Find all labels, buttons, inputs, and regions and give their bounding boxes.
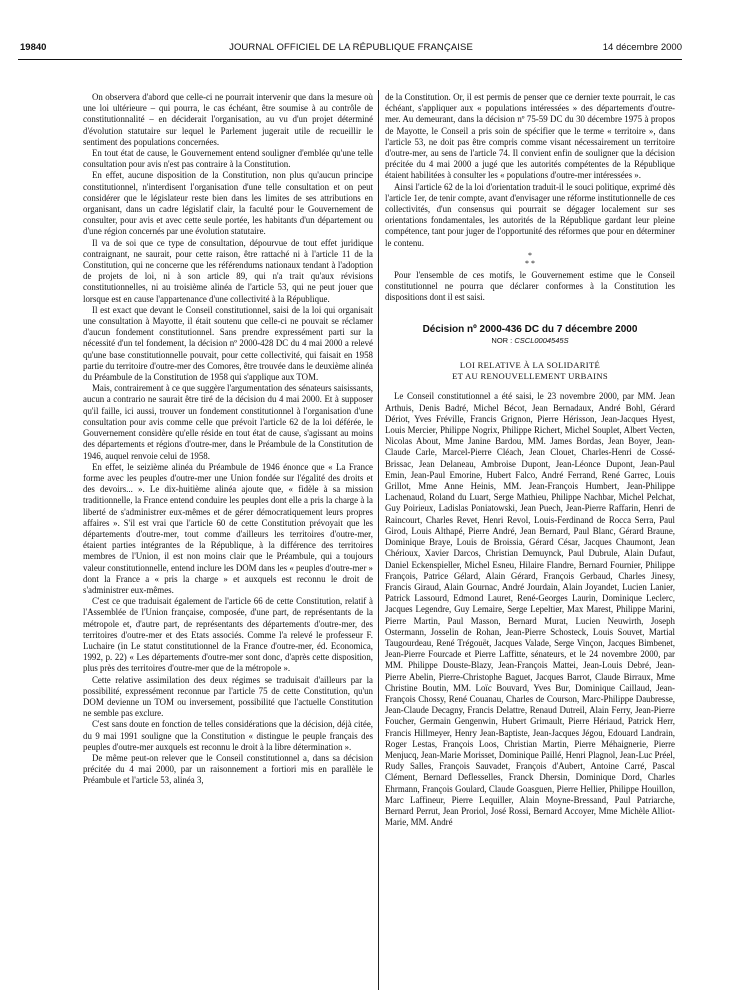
- paragraph: Il va de soi que ce type de consultation, dépourvue de tout effet juridique contraignant, ne saurait, pour cette raison, être rattaché ni à l'article 11 de la Constitution, qui ne concerne que les référendums nationaux tendant à l'adoption de projets de loi, ni à son article 89, qui n'a trait qu'aux révisions constitutionnelles, ni au troisième alinéa de l'article 53, qui ne peut jouer que lorsque est en cause l'appartenance d'une collectivité à la République.: [83, 237, 373, 304]
- nor-label: NOR :: [491, 336, 513, 346]
- decision-body: Le Conseil constitutionnel a été saisi, le 23 novembre 2000, par MM. Jean Arthuis, Denis Badré, Michel Bécot, Jean Bernadaux, André Bohl, Gérard Dériot, Yves Fréville, Francis Grignon, Pierre Hérisson, Jean-Jacques Hyest, Louis Mercier, Philippe Nogrix, Philippe Richert, Michel Souplet, Albert Vecten, Nicolas About, Mme Janine Bardou, MM. James Bordas, Jean Boyer, Jean-Claude Carle, Marcel-Pierre Cléach, Jean Clouet, Charles-Henri de Cossé-Brissac, Jean Delaneau, Ambroise Dupont, Jean-Léonce Dupont, Jean-Paul Emin, Jean-Paul Emorine, Hubert Falco, André Ferrand, René Garrec, Louis Grillot, Mme Anne Heinis, MM. Jean-François Humbert, Jean-Philippe Lachenaud, Roland du Luart, Serge Mathieu, Philippe Nachbar, Michel Pelchat, Guy Poirieux, Ladislas Poniatowski, Jean Puech, Jean-Pierre Raffarin, Henri de Raincourt, Charles Revet, Henri Revol, Louis-Ferdinand de Rocca Serra, Paul Girod, Louis Althapé, Pierre André, Jean Bernard, Paul Blanc, Gérard Braune, Dominique Braye, Louis de Broissia, Gérard César, Jacques Chaumont, Jean Chérioux, Xavier Darcos, Christian Demuynck, Paul Dubrule, Alain Dufaut, Daniel Eckenspieller, Michel Esneu, Hilaire Flandre, Bernard Fournier, Philippe François, Patrice Gélard, Alain Gérard, François Gerbaud, Charles Jinesy, Francis Giraud, Alain Gournac, André Jourdain, Alain Joyandet, Lucien Lanier, Patrick Lassourd, Edmond Lauret, René-Georges Laurin, Dominique Leclerc, Jacques Legendre, Guy Lemaire, Serge Lepeltier, Max Marest, Philippe Marini, Pierre Martin, Paul Masson, Bernard Murat, Lucien Neuwirth, Joseph Ostermann, Josselin de Rohan, Jean-Pierre Schosteck, Louis Souvet, Martial Taugourdeau, René Trégouët, Jacques Valade, Serge Vinçon, Jacques Bimbenet, Jean-Pierre Fourcade et Pierre Laffitte, sénateurs, et le 24 novembre 2000, par MM. Philippe Douste-Blazy, Jean-François Mattei, Jean-Louis Debré, Jean-Pierre Abelin, Pierre-Christophe Baguet, Jacques Barrot, Claude Birraux, Mme Christine Boutin, MM. Loïc Bouvard, Yves Bur, Dominique Caillaud, Jean-François Chossy, René Couanau, Charles de Courson, Marc-Philippe Daubresse, Jean-Claude Decagny, Francis Delattre, Renaud Dutreil, Alain Ferry, Jean-Pierre Foucher, Germain Gengenwin, Hubert Grimault, Pierre Hériaud, Patrick Herr, Francis Hillmeyer, Henry Jean-Baptiste, Jean-Jacques Jégou, Edouard Landrain, Roger Lestas, François Loos, Christian Martin, Pierre Méhaignerie, Pierre Menjucq, Jean-Marie Morisset, Dominique Paillé, Henri Plagnol, Jean-Luc Préel, Rudy Salles, François Sauvadet, François d'Aubert, Antoine Carré, Pascal Clément, Bernard Deflesselles, Franck Dhersin, Dominique Dord, Charles Ehrmann, François Goulard, Claude Goasguen, Pierre Hellier, Philippe Houillon, Marc Laffineur, Pierre Lequiller, Alain Moyne-Bressand, Paul Patriarche, Bernard Perrut, Jean Proriol, José Rossi, Bernard Accoyer, Mme Michèle Alliot-Marie, MM. André: [385, 391, 675, 828]
- law-title-line-2: ET AU RENOUVELLEMENT URBAINS: [452, 371, 608, 382]
- paragraph: Cette relative assimilation des deux régimes se traduisait d'ailleurs par la possibilité, expressément reconnue par l'article 75 de cette Constitution, qu'un DOM devienne un TOM ou inversement, possibilité que l'actuelle Constitution ne semble pas exclure.: [83, 674, 373, 719]
- decision-title: Décision nº 2000-436 DC du 7 décembre 2000: [422, 324, 638, 336]
- page-header: [20, 42, 682, 56]
- paragraph: Mais, contrairement à ce que suggère l'argumentation des sénateurs saisissants, aucun a contrario ne saurait être tiré de la décision du 4 mai 2000. Et à supposer qu'il faille, ici aussi, trouver un fondement constitutionnel à l'organisation d'une consultation pour avis comme celle que prévoit l'article 62 de la loi déférée, le Gouvernement considère qu'elle réside en tout état de cause, s'agissant au moins des départements et régions d'outre-mer, dans le Préambule de la Constitution de 1946, auquel renvoie celui de 1958.: [83, 383, 373, 461]
- header-rule: [18, 59, 682, 60]
- paragraph: C'est sans doute en fonction de telles considérations que la décision, déjà citée, du 9 mai 1991 souligne que la Constitution « distingue le peuple français des peuples d'outre-mer auxquels est reconnu le droit à la libre détermination ».: [83, 719, 373, 752]
- left-column: [83, 92, 373, 787]
- paragraph: Ainsi l'article 62 de la loi d'orientation traduit-il le souci politique, exprimé dès l'article 1er, de tenir compte, avant d'envisager une réforme institutionnelle de ces collectivités, d'un consensus qui pourrait se dégager localement sur ses orientations fondamentales, les autorités de la République gardant leur pleine compétence, tant pour juger de l'opportunité des réformes que pour en déterminer le contenu.: [385, 181, 675, 248]
- paragraph: Pour l'ensemble de ces motifs, le Gouvernement estime que le Conseil constitutionnel ne pourra que déclarer conformes à la Constitution les dispositions dont il est saisi.: [385, 269, 675, 303]
- column-separator: [378, 90, 379, 990]
- nor-reference: [385, 336, 675, 346]
- separator-top: *: [528, 250, 532, 260]
- law-title: [385, 360, 675, 382]
- issue-date: 14 décembre 2000: [602, 42, 682, 53]
- separator-bottom: * *: [525, 258, 535, 268]
- section-separator: [385, 252, 675, 268]
- paragraph: On observera d'abord que celle-ci ne pourrait intervenir que dans la mesure où une loi ultérieure – qui pourra, le cas échéant, être soumise à au contrôle de constitutionnalité – en déciderait l'organisation, au vu d'un projet déterminé d'évolution statutaire sur lequel le Parlement jugerait utile de recueillir le sentiment des populations concernées.: [83, 92, 373, 147]
- right-column: [385, 92, 675, 828]
- paragraph: Il est exact que devant le Conseil constitutionnel, saisi de la loi qui organisait une consultation à Mayotte, il était soutenu que celle-ci ne pouvait se réclamer d'aucun fondement constitutionnel. Sans prendre expressément parti sur la nécessité d'un tel fondement, la décision nº 2000-428 DC du 4 mai 2000 a relevé qu'une base constitutionnelle pouvait, pour cette collectivité, qui faisait en 1958 partie du territoire d'outre-mer des Comores, être trouvée dans le deuxième alinéa du Préambule de la Constitution de 1958 qui s'applique aux TOM.: [83, 304, 373, 383]
- paragraph: En effet, aucune disposition de la Constitution, non plus qu'aucun principe constitutionnel, n'interdisent l'organisation d'une telle consultation et on peut considérer que le législateur reste bien dans les limites de ses attributions en organisant, dans un cadre législatif clair, la faculté pour le Gouvernement de consulter, pour avis et avec cette seule portée, les habitants d'un département ou d'une région concernés par une évolution statutaire.: [83, 170, 373, 237]
- paragraph: C'est ce que traduisait également de l'article 66 de cette Constitution, relatif à l'Assemblée de l'Union française, composée, d'une part, de représentants de la métropole et, d'autre part, de représentants des départements d'outre-mer, des territoires d'outre-mer et des Etats associés. Comme l'a relevé le professeur F. Luchaire (in Le statut constitutionnel de la France d'outre-mer, éd. Economica, 1992, p. 22) « Les départements d'outre-mer sont donc, d'après cette disposition, plus près des territoires d'outre-mer que de la métropole ».: [83, 596, 373, 674]
- nor-code: CSCL0004545S: [514, 336, 569, 346]
- page-number: 19840: [20, 42, 47, 53]
- paragraph: De même peut-on relever que le Conseil constitutionnel a, dans sa décision précitée du 4 mai 2000, par un raisonnement a fortiori mis en parallèle le Préambule et l'article 53, alinéa 3,: [83, 752, 373, 786]
- journal-title: JOURNAL OFFICIEL DE LA RÉPUBLIQUE FRANÇAISE: [229, 42, 473, 53]
- paragraph: En effet, le seizième alinéa du Préambule de 1946 énonce que « La France forme avec les peuples d'outre-mer une Union fondée sur l'égalité des droits et des devoirs... ». Le dix-huitième alinéa ajoute que, « fidèle à sa mission traditionnelle, la France entend conduire les peuples dont elle a pris la charge à la liberté de s'administrer eux-mêmes et de gérer démocratiquement leurs propres affaires ». S'il est vrai que l'article 60 de cette Constitution prévoyait que les départements d'outre-mer, tout comme d'ailleurs les territoires d'outre-mer, étaient parties intégrantes de la République, à la différence des territoires membres de l'Union, il est non moins clair que le Préambule, qui a toujours valeur constitutionnelle, entend inclure les DOM dans les « peuples d'outre-mer » dont la France a « pris la charge » et auxquels est reconnu le droit de s'administrer eux-mêmes.: [83, 461, 373, 595]
- paragraph-continued: de la Constitution. Or, il est permis de penser que ce dernier texte pourrait, le cas échéant, s'appliquer aux « populations intéressées » des départements d'outre-mer. Au demeurant, dans la décision nº 75-59 DC du 30 décembre 1975 à propos de Mayotte, le Conseil a pris soin de spécifier que le terme « territoire », dans l'article 53, ne doit pas être compris comme visant nécessairement un territoire d'outre-mer, au sens de l'article 74. Il convient enfin de souligner que la décision précitée du 4 mai 2000 a jugé que les autorités compétentes de la République étaient habilitées à consulter les « populations d'outre-mer intéressées ».: [385, 92, 675, 181]
- law-title-line-1: LOI RELATIVE À LA SOLIDARITÉ: [459, 360, 601, 371]
- paragraph: En tout état de cause, le Gouvernement entend souligner d'emblée qu'une telle consultation pour avis n'est pas contraire à la Constitution.: [83, 148, 373, 170]
